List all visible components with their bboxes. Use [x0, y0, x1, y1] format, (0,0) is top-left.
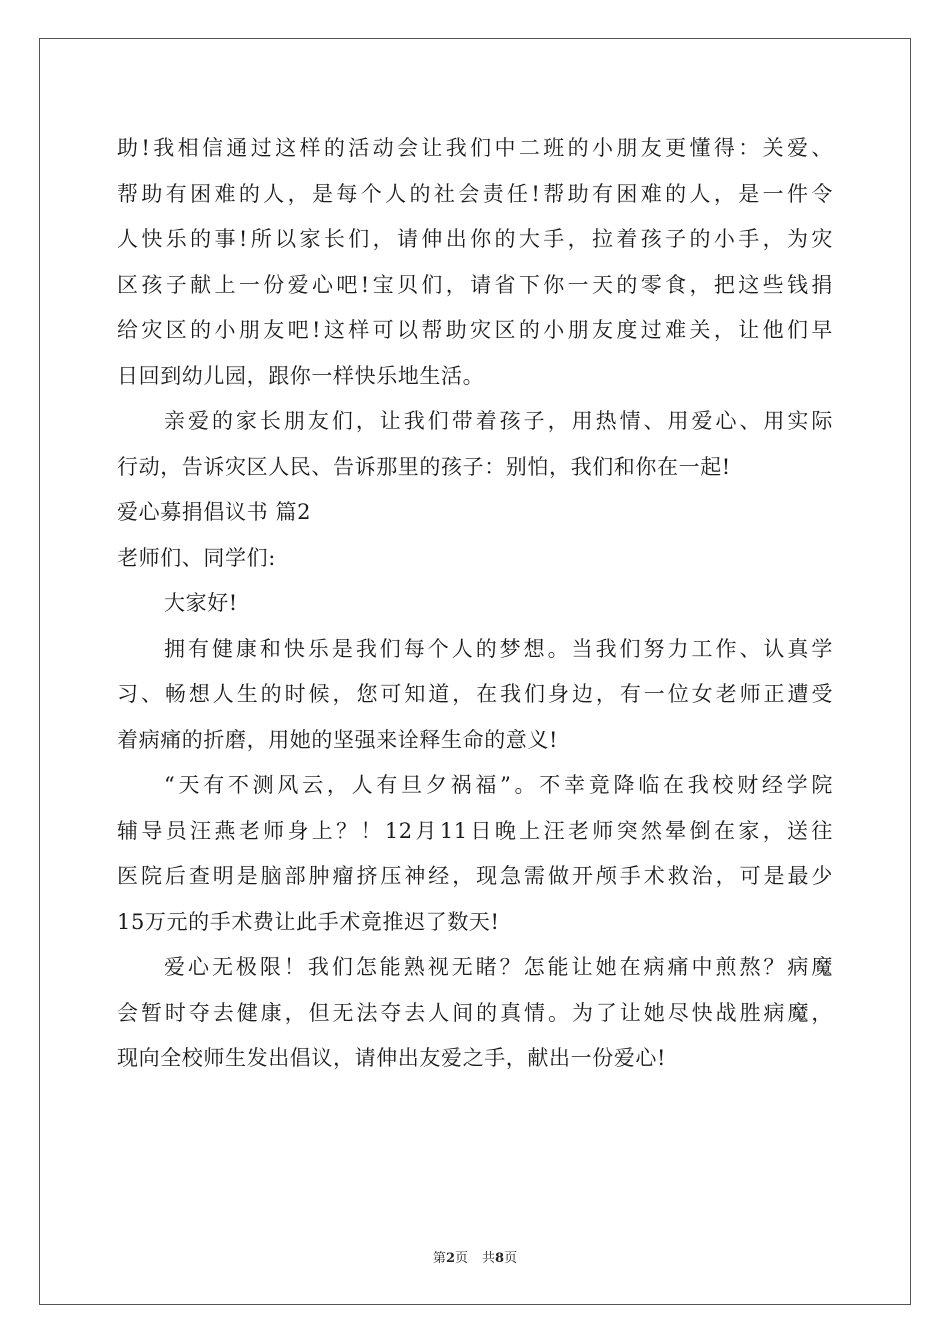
text-line-5: 给灾区的小朋友吧!这样可以帮助灾区的小朋友度过难关，让他们早	[117, 318, 833, 342]
greeting: 大家好!	[164, 591, 238, 615]
document-body	[117, 126, 833, 1082]
text-line-19: 爱心无极限！我们怎能熟视无睹？怎能让她在病痛中煎熬？病魔	[164, 955, 833, 979]
text-line-13: 习、畅想人生的时候，您可知道，在我们身边，有一位女老师正遭受	[117, 682, 833, 706]
text-line-6: 日回到幼儿园，跟你一样快乐地生活。	[117, 363, 485, 388]
text-line-16: 辅导员汪燕老师身上？！12月11日晚上汪老师突然晕倒在家，送往	[117, 818, 833, 843]
text-line-8: 行动，告诉灾区人民、告诉那里的孩子：别怕，我们和你在一起!	[117, 454, 731, 479]
page-suffix: 页	[454, 1251, 468, 1266]
text-line-1: 助!我相信通过这样的活动会让我们中二班的小朋友更懂得：关爱、	[117, 136, 833, 160]
total-suffix: 页	[504, 1251, 518, 1266]
text-line-7: 亲爱的家长朋友们，让我们带着孩子，用热情、用爱心、用实际	[164, 409, 833, 433]
text-line-2: 帮助有困难的人，是每个人的社会责任!帮助有困难的人，是一件令	[117, 181, 833, 206]
salutation: 老师们、同学们:	[117, 545, 276, 570]
text-line-17: 医院后查明是脑部肿瘤挤压神经，现急需做开颅手术救治，可是最少	[117, 864, 833, 888]
section-heading: 爱心募捐倡议书 篇2	[117, 500, 312, 524]
current-page-number: 2	[445, 1251, 455, 1266]
page-prefix: 第	[432, 1251, 446, 1266]
text-line-20: 会暂时夺去健康，但无法夺去人间的真情。为了让她尽快战胜病魔，	[117, 1000, 833, 1025]
text-line-14: 着病痛的折磨，用她的坚强来诠释生命的意义!	[117, 727, 559, 752]
text-line-21: 现向全校师生发出倡议，请伸出友爱之手，献出一份爱心!	[117, 1046, 667, 1070]
text-line-15: “天有不测风云，人有旦夕祸福”。不幸竟降临在我校财经学院	[164, 773, 833, 797]
text-line-4: 区孩子献上一份爱心吧!宝贝们，请省下你一天的零食，把这些钱捐	[117, 272, 833, 297]
total-prefix: 共	[482, 1251, 496, 1266]
text-line-3: 人快乐的事!所以家长们，请伸出你的大手，拉着孩子的小手，为灾	[117, 227, 833, 251]
page-footer	[0, 1247, 950, 1266]
text-line-18: 15万元的手术费让此手术竟推迟了数天!	[117, 909, 500, 934]
total-page-number: 8	[495, 1251, 505, 1266]
text-line-12: 拥有健康和快乐是我们每个人的梦想。当我们努力工作、认真学	[164, 636, 833, 661]
